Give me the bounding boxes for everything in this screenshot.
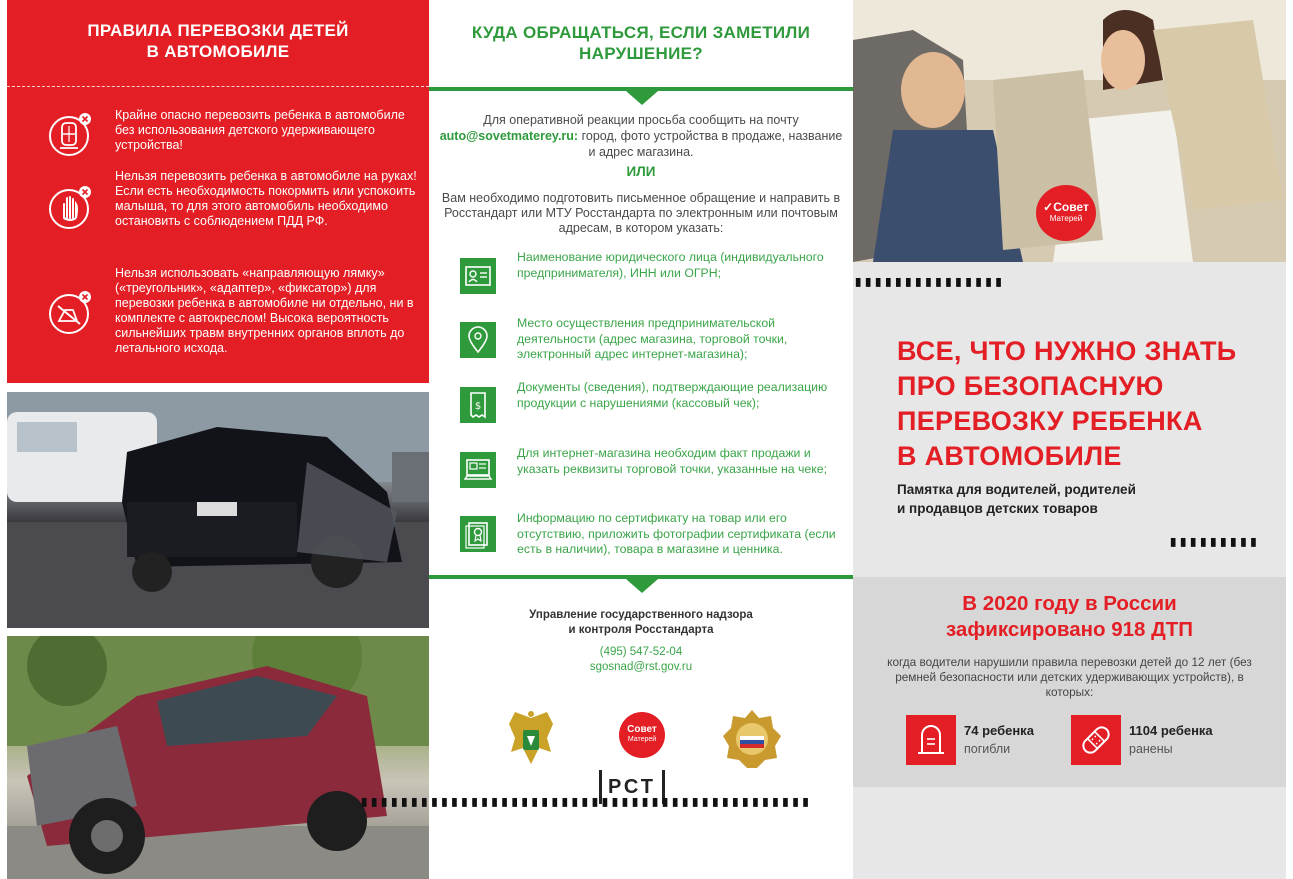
child-seat-icon <box>47 112 93 158</box>
statistics-title: В 2020 году в России зафиксировано 918 ДТП <box>946 592 1193 641</box>
location-pin-icon <box>460 322 496 358</box>
office-email[interactable]: sgosnad@rst.gov.ru <box>589 661 693 673</box>
rules-block: ПРАВИЛА ПЕРЕВОЗКИ ДЕТЕЙ В АВТОМОБИЛЕ Крайне опасно перевозить ребенка в автомобиле без использования детского удерживающего устройства! Нельзя перевозить ребенка в автомобиле на руках! Если есть необходимость покормить или успокоить малыша, то для этого автомобиль необходимо остановить с соблюдением ПДД РФ. Нельзя использовать «направляющую лямку» («треугольник», «адаптер», «фиксатор») для перевозки ребенка в автомобиле ни отдельно, ни в комплекте с автокреслом! Высока вероятность сильнейших травм внутренних органов вплоть до летального исхода. <box>7 0 429 383</box>
statistics-box <box>853 577 1286 787</box>
russian-emblem-logo <box>501 708 561 770</box>
office-phone[interactable]: (495) 547-52-04 <box>599 646 683 658</box>
id-card-icon <box>460 258 496 294</box>
middle-panel: КУДА ОБРАЩАТЬСЯ, ЕСЛИ ЗАМЕТИЛИ НАРУШЕНИЕ? Для оперативной реакции просьба сообщить на почту auto@sovetmaterey.ru: город, фото устройства в продаже, название и адрес магазина. ИЛИ Вам необходимо подготовить письменное обращение и направить в Росстандарт или МТУ Росстандарта по электронным или почтовым адресам, в котором указать: Наименование юридического лица (индивидуального предпринимателя), ИНН или ОГРН; Место осуществления предпринимательской деятельности (адрес магазина, торговой точки, электронный адрес интернет-магазина); $ Документы (сведения), подтверждающие реализацию продукции с нарушениями (кассовый чек); Для интернет-магазина необходим факт продажи и указать реквизиты торговой точки, указанные на чеке; Информацию по сертификату на товар или его отсутствию, приложить фотографии сертификата (если есть в наличии), товара в магазине и ценника. Управление государственного надзора и контроля Росстандарта (495) 547-52-04 sgosnad@rst.gov.ru Совет Матерей РСТ <box>429 0 853 879</box>
crashed-car-photo <box>7 392 429 628</box>
seat-belt-icon <box>47 290 93 336</box>
brochure-subtitle: Памятка для водителей, родителей и продавцов детских товаров <box>897 482 1136 516</box>
bandage-icon <box>1071 715 1121 765</box>
stat-killed: 74 ребенка погибли <box>906 715 1066 767</box>
stat-injured: 1104 ребенка ранены <box>1071 715 1241 767</box>
office-name: Управление государственного надзора и контроля Росстандарта <box>529 609 753 636</box>
sovet-materey-logo: Совет Матерей <box>619 712 665 758</box>
computer-icon <box>460 452 496 488</box>
sovet-materey-badge: ✓Совет Матерей <box>1036 185 1096 241</box>
decorative-dots: ▘▘▘▘▘▘▘▘▘▘▘▘▘▘▘▘▘▘▘▘▘▘▘▘▘▘▘▘▘▘▘▘▘▘▘▘▘▘▘▘▘▘▘▘▘ <box>362 798 814 816</box>
mother-child-car-photo <box>853 0 1286 262</box>
left-panel <box>7 0 429 879</box>
decorative-dots: ▘▘▘▘▘▘▘▘▘ <box>1171 538 1262 556</box>
tombstone-icon <box>906 715 956 765</box>
green-arrow <box>626 91 658 105</box>
wrecked-car-photo <box>7 636 429 879</box>
rst-logo: РСТ <box>599 770 665 804</box>
receipt-icon <box>460 387 496 423</box>
report-title: КУДА ОБРАЩАТЬСЯ, ЕСЛИ ЗАМЕТИЛИ НАРУШЕНИЕ? <box>471 23 811 63</box>
right-panel <box>853 0 1286 879</box>
rules-title: ПРАВИЛА ПЕРЕВОЗКИ ДЕТЕЙ В АВТОМОБИЛЕ <box>87 21 349 61</box>
green-arrow <box>626 579 658 593</box>
page-edge <box>1286 0 1293 879</box>
hand-stop-icon <box>47 185 93 231</box>
decorative-dots: ▘▘▘▘▘▘▘▘▘▘▘▘▘▘▘ <box>856 278 1007 296</box>
brochure-title: ВСЕ, ЧТО НУЖНО ЗНАТЬ ПРО БЕЗОПАСНУЮ ПЕРЕВОЗКУ РЕБЕНКА В АВТОМОБИЛЕ <box>897 336 1237 471</box>
report-email-link[interactable]: auto@sovetmaterey.ru: <box>439 129 579 143</box>
certificate-icon <box>460 516 496 552</box>
traffic-police-logo <box>721 708 783 770</box>
statistics-description: когда водители нарушили правила перевозки детей до 12 лет (без ремней безопасности или детских удерживающих устройств), в которых: <box>887 655 1252 699</box>
report-instructions: Вам необходимо подготовить письменное обращение и направить в Росстандарт или МТУ Росстандарта по электронным или почтовым адресам, в котором указать: <box>441 191 841 235</box>
svg-text:$: $ <box>474 401 482 412</box>
report-intro: Для оперативной реакции просьба сообщить на почту auto@sovetmaterey.ru: город, фото устройства в продаже, название и адрес магазина. <box>439 113 843 159</box>
logos-row <box>429 700 853 780</box>
divider <box>7 86 429 87</box>
or-label: ИЛИ <box>626 164 656 179</box>
